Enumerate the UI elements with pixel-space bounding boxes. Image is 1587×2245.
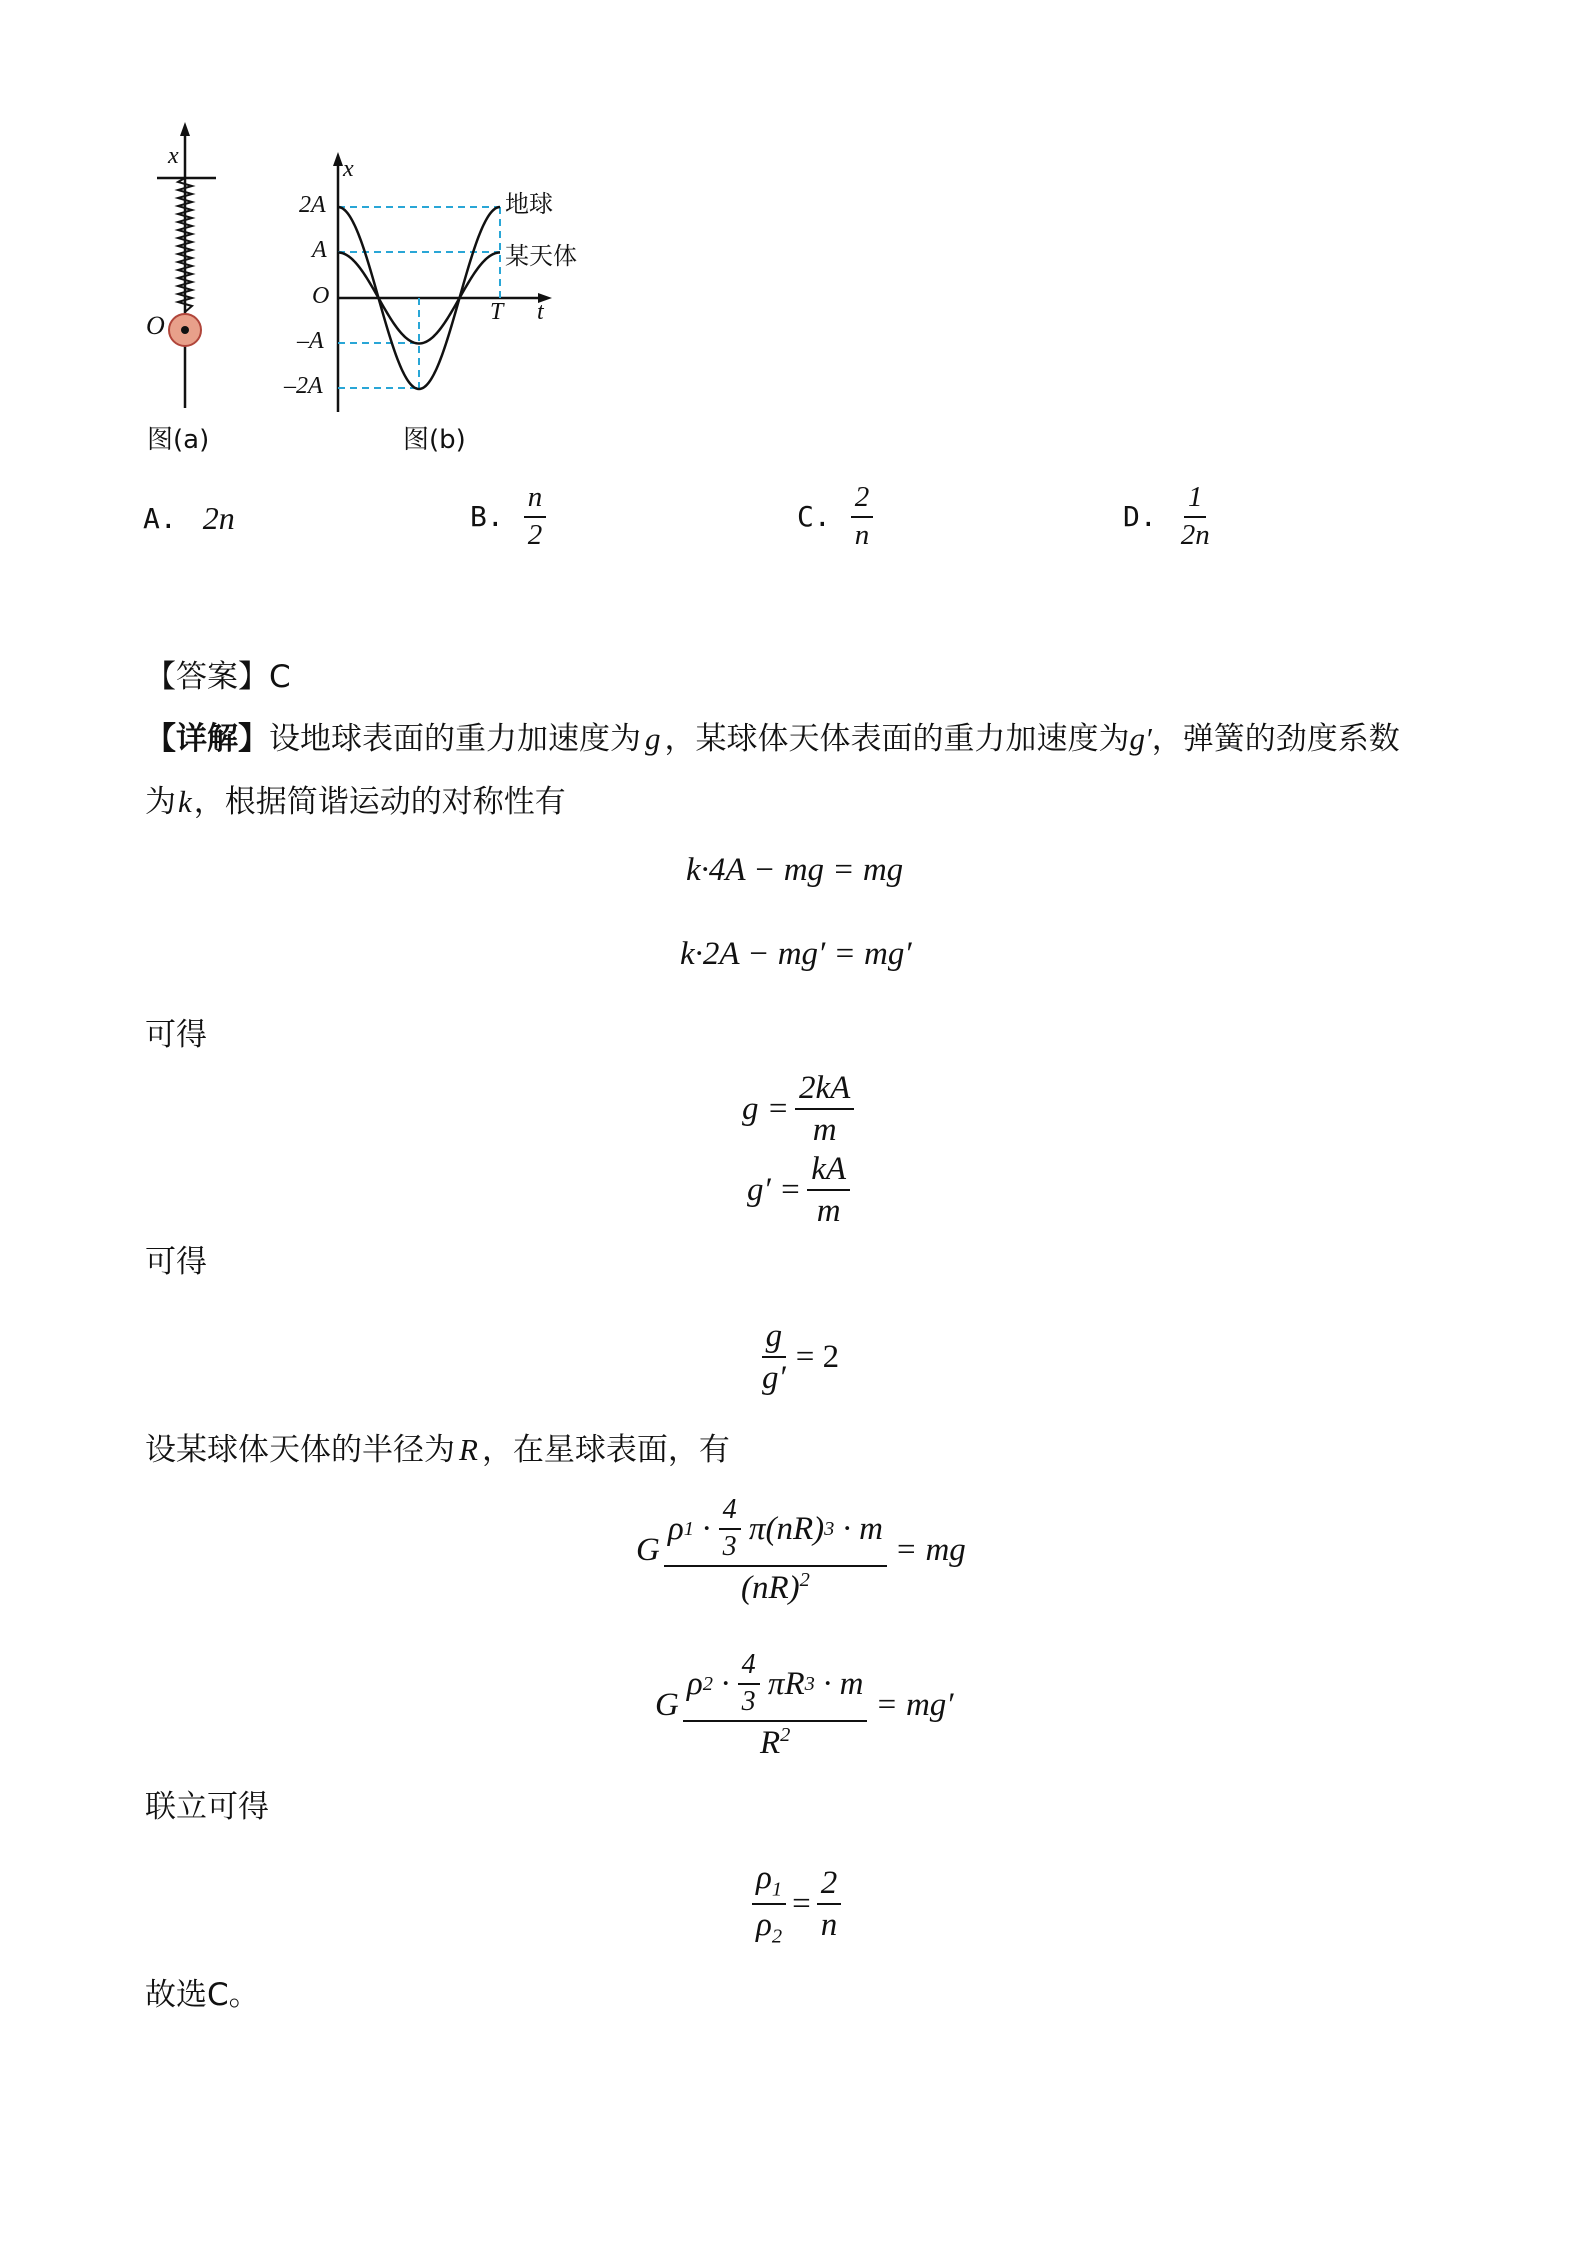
eq8-num-right: 2 <box>817 1865 842 1905</box>
option-c-letter: C. <box>797 500 831 534</box>
option-d-fraction <box>1177 482 1214 552</box>
eq3-den: m <box>812 1112 837 1149</box>
eq8-den-right: n <box>820 1907 838 1944</box>
option-b-letter: B. <box>470 500 504 534</box>
eq4-den: m <box>816 1193 841 1230</box>
eq8-equals: = <box>792 1885 811 1922</box>
fig-a-origin-label: O <box>146 311 165 340</box>
radius-R: R <box>459 1432 478 1467</box>
fig-a-arrow <box>180 122 190 136</box>
eq5-fraction <box>758 1318 790 1397</box>
option-c-den: n <box>854 518 870 551</box>
eq4-fraction <box>807 1151 850 1230</box>
eq5-den: g′ <box>762 1360 786 1397</box>
answer-value: C <box>269 659 291 695</box>
eq7-denominator: $R^2$ <box>759 1723 791 1761</box>
tick-negA: –A <box>297 328 324 354</box>
detail-gprime: g′ <box>1129 721 1152 756</box>
detail-line-1 <box>145 717 1400 761</box>
equation-6 <box>636 1495 966 1606</box>
kede-2: 可得 <box>145 1244 207 1280</box>
radius-line <box>145 1428 730 1472</box>
fig-b-x-label: x <box>343 156 354 182</box>
tick-2A: 2A <box>299 192 326 218</box>
eq5-num: g <box>762 1318 787 1358</box>
fig-a-caption: 图(a) <box>147 425 210 455</box>
equation-2: k·2A − mg′ = mg′ <box>680 936 912 972</box>
equation-7 <box>655 1650 954 1761</box>
eq4-num: kA <box>807 1151 850 1191</box>
eq3-lhs: g = <box>742 1090 790 1127</box>
eq8-num-left <box>752 1860 786 1905</box>
option-d-den: 2n <box>1180 518 1210 551</box>
eq8-rho1: ρ <box>756 1860 772 1896</box>
equation-5 <box>758 1318 839 1397</box>
eq8-sub2: 2 <box>771 1925 783 1948</box>
answer-label: 【答案】 <box>145 659 269 695</box>
eq7-rhs: = mg′ <box>875 1686 954 1723</box>
eq6-rhs: = mg <box>894 1531 966 1568</box>
option-b <box>470 482 546 552</box>
eq7-G: G <box>655 1686 679 1723</box>
conclusion: 故选C。 <box>145 1977 260 2013</box>
option-b-den: 2 <box>527 518 543 551</box>
detail-text-1: 设地球表面的重力加速度为 <box>269 721 641 757</box>
eq8-fraction-right <box>817 1865 842 1944</box>
eq5-rhs: = 2 <box>795 1338 840 1375</box>
option-d-letter: D. <box>1123 500 1157 534</box>
fig-b-y-arrow <box>333 152 343 166</box>
eq8-sub1: 1 <box>771 1878 783 1901</box>
detail-label: 【详解】 <box>145 721 269 757</box>
eq8-rho2: ρ <box>756 1907 772 1944</box>
detail-k: k <box>178 784 192 819</box>
tick-neg2A: –2A <box>284 373 323 399</box>
option-b-num: n <box>524 482 547 518</box>
detail-g: g <box>645 721 661 756</box>
eq8-den-left <box>752 1905 786 1948</box>
option-a <box>143 500 235 537</box>
eq6-fraction <box>664 1495 887 1606</box>
eq7-numerator: ρ 2 · $\frac{4}{3}$ π R 3 · m <box>683 1650 868 1722</box>
option-c-num: 2 <box>851 482 874 518</box>
fig-b-caption: 图(b) <box>403 425 466 455</box>
option-a-letter: A. <box>143 502 177 535</box>
option-d <box>1123 482 1214 552</box>
detail-text-5: ，根据简谐运动的对称性有 <box>193 784 566 820</box>
equation-4 <box>747 1151 850 1230</box>
fig-a-ball-center <box>181 326 189 334</box>
kede-1: 可得 <box>145 1017 207 1053</box>
figure-a <box>140 118 230 438</box>
lianli-line: 联立可得 <box>145 1789 269 1825</box>
radius-text-1: 设某球体天体的半径为 <box>145 1432 455 1468</box>
eq3-num: 2kA <box>795 1070 854 1110</box>
option-d-num: 1 <box>1184 482 1207 518</box>
eq6-G: G <box>636 1531 660 1568</box>
radius-text-2: ，在星球表面，有 <box>481 1432 730 1468</box>
option-a-expr: 2n <box>202 500 235 536</box>
option-c <box>797 482 873 552</box>
eq6-numerator: ρ 1 · $\frac{4}{3}$ π( nR ) 3 · m <box>664 1495 887 1567</box>
detail-text-4: 为 <box>145 784 176 820</box>
detail-text-2: ，某球体天体表面的重力加速度为 <box>664 721 1130 757</box>
fig-a-axis-label: x <box>168 143 179 169</box>
option-b-fraction <box>524 482 547 552</box>
fig-b-T-label: T <box>490 299 504 325</box>
fig-b-origin-label: O <box>312 283 330 309</box>
eq4-lhs: g′ = <box>747 1171 802 1208</box>
eq6-denominator: (nR)$^2$ <box>740 1568 810 1606</box>
eq8-fraction-left <box>752 1860 786 1948</box>
detail-text-3: ，弹簧的劲度系数 <box>1151 721 1400 757</box>
answer-line <box>145 655 291 699</box>
option-c-fraction <box>851 482 874 552</box>
equation-3 <box>742 1070 854 1149</box>
tick-A: A <box>312 237 327 263</box>
eq7-fraction <box>683 1650 868 1761</box>
equation-8 <box>752 1860 841 1948</box>
eq3-fraction <box>795 1070 854 1149</box>
legend-body: 某天体 <box>505 242 577 270</box>
detail-line-2 <box>145 780 566 824</box>
legend-earth: 地球 <box>505 190 553 218</box>
equation-1: k·4A − mg = mg <box>686 852 904 888</box>
fig-b-t-label: t <box>537 299 544 325</box>
